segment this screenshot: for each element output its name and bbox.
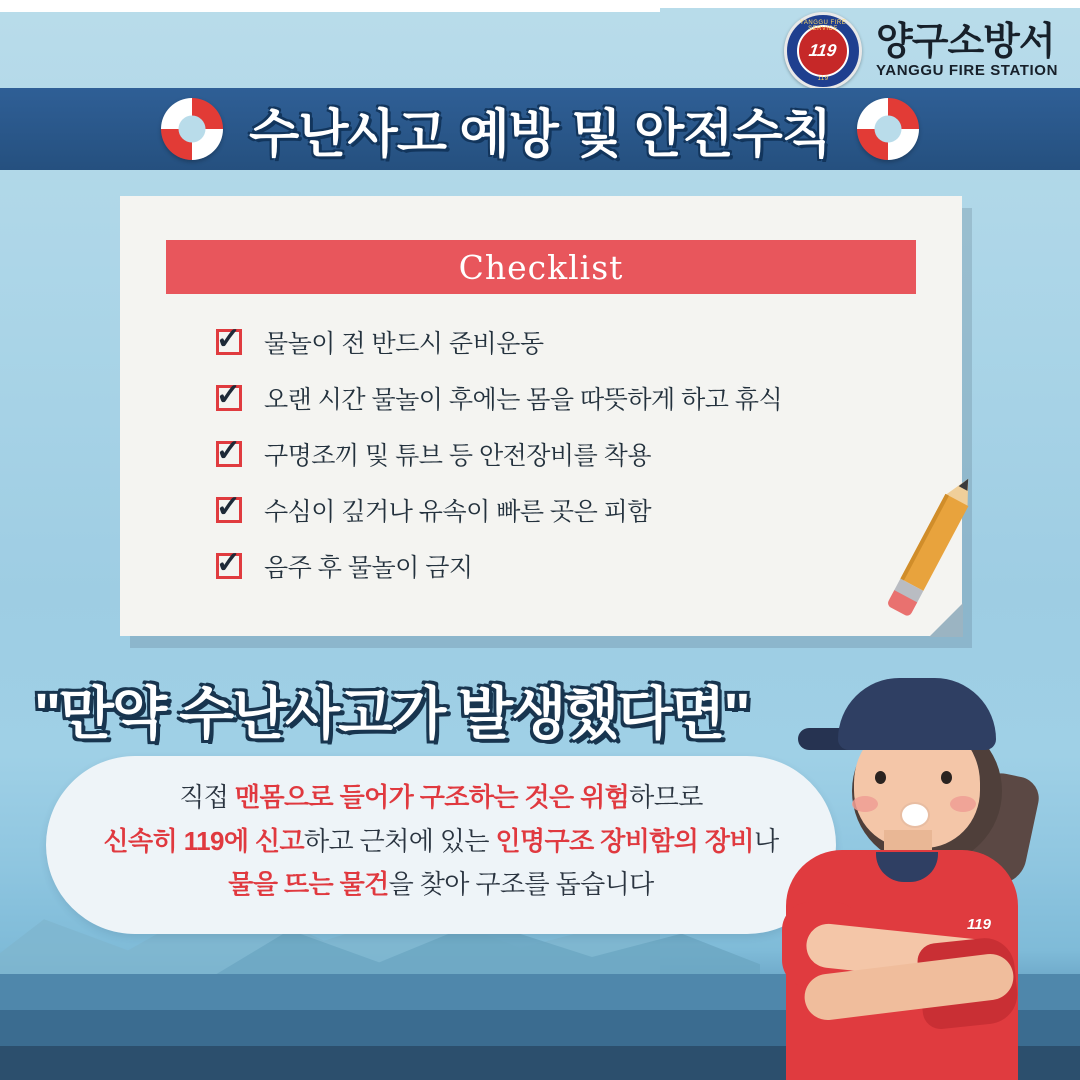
title-banner-content <box>0 88 1080 170</box>
checklist-item-label: 수심이 깊거나 유속이 빠른 곳은 피함 <box>264 498 651 526</box>
checkbox-checked-icon <box>216 553 242 579</box>
character-cap <box>838 678 996 750</box>
checkbox-checked-icon <box>216 385 242 411</box>
fire-service-emblem-icon <box>784 12 862 90</box>
life-ring-icon-right <box>857 98 919 160</box>
emblem-bottom-text: 119 <box>817 76 829 82</box>
checkbox-checked-icon <box>216 441 242 467</box>
speech-bubble-text <box>46 776 836 907</box>
organization-logo <box>784 12 1058 90</box>
list-item <box>216 538 956 594</box>
speech-highlight: 신속히 119에 신고 <box>103 825 305 856</box>
checklist-card <box>120 196 962 636</box>
character-cheek-right <box>950 796 976 812</box>
organization-name <box>876 23 1058 79</box>
speech-highlight: 물을 뜨는 물건 <box>228 869 389 900</box>
org-name-korean: 양구소방서 <box>876 21 1055 64</box>
page-title: 수난사고 예방 및 안전수칙 <box>249 105 831 164</box>
checklist-items <box>216 314 956 594</box>
speech-plain: 을 찾아 구조를 돕습니다 <box>388 869 654 900</box>
speech-line <box>46 863 836 907</box>
checkbox-checked-icon <box>216 329 242 355</box>
firefighter-character-illustration <box>758 660 1058 1080</box>
speech-plain: 나 <box>753 825 779 856</box>
speech-bubble <box>46 756 836 934</box>
checklist-heading: Checklist <box>458 247 624 287</box>
character-mouth <box>900 802 930 828</box>
character-eye-right <box>941 771 952 784</box>
list-item <box>216 482 956 538</box>
checkbox-checked-icon <box>216 497 242 523</box>
top-white-border-left <box>0 0 660 12</box>
list-item <box>216 314 956 370</box>
list-item <box>216 426 956 482</box>
speech-highlight: 맨몸으로 들어가 구조하는 것은 위험 <box>234 782 630 812</box>
org-name-english: YANGGU FIRE STATION <box>876 62 1058 80</box>
speech-line <box>46 776 836 820</box>
checklist-item-label: 구명조끼 및 튜브 등 안전장비를 착용 <box>264 442 651 470</box>
shirt-119-badge: 119 <box>967 915 991 933</box>
speech-plain: 직접 <box>179 782 235 812</box>
section-headline: "만약 수난사고가 발생했다면" <box>34 682 749 746</box>
emblem-top-text: YANGGU FIRE SERVICE <box>799 20 847 32</box>
speech-plain: 하고 근처에 있는 <box>304 825 496 856</box>
list-item <box>216 370 956 426</box>
speech-line <box>46 820 836 864</box>
speech-plain: 하므로 <box>629 782 703 812</box>
speech-highlight: 인명구조 장비함의 장비 <box>495 825 754 856</box>
checklist-item-label: 물놀이 전 반드시 준비운동 <box>264 330 544 358</box>
checklist-item-label: 음주 후 물놀이 금지 <box>264 554 473 582</box>
checklist-header <box>166 240 916 294</box>
character-cheek-left <box>852 796 878 812</box>
life-ring-icon-left <box>161 98 223 160</box>
character-eye-left <box>875 771 886 784</box>
checklist-item-label: 오랜 시간 물놀이 후에는 몸을 따뜻하게 하고 휴식 <box>264 386 783 414</box>
emblem-center-text: 119 <box>808 41 838 60</box>
emblem-center <box>797 25 849 77</box>
